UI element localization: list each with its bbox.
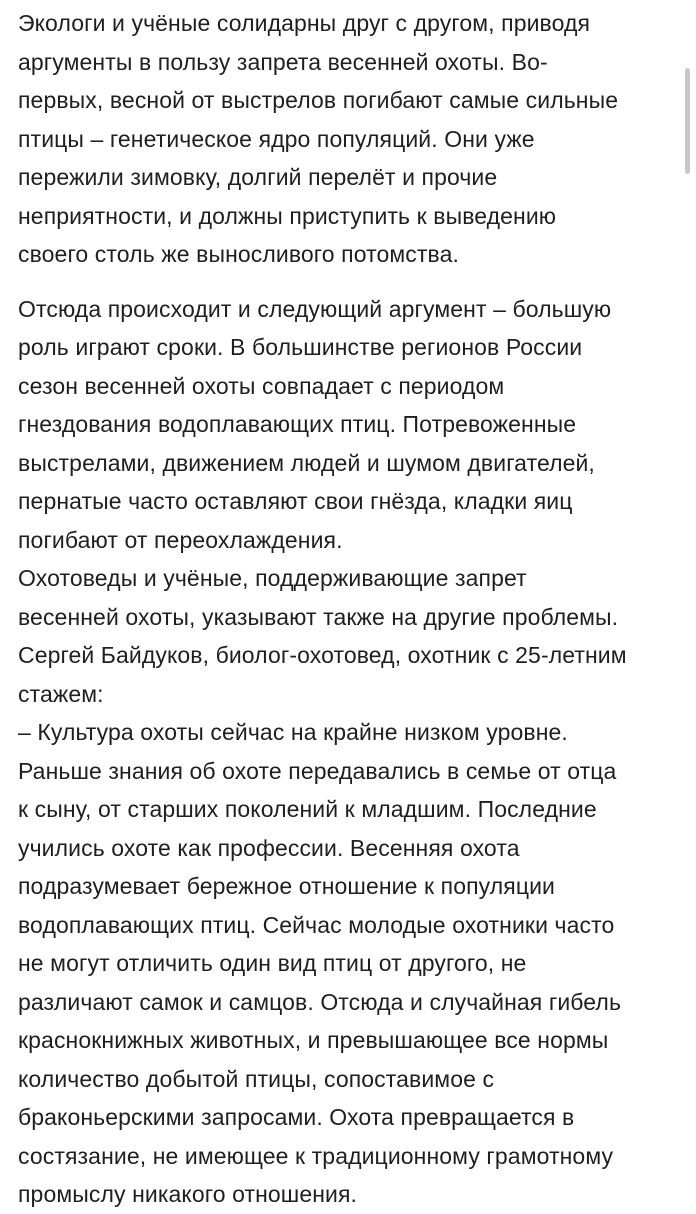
text-line: первых, весной от выстрелов погибают самые сильные (18, 87, 619, 113)
text-line: Сергей Байдуков, биолог-охотовед, охотник с 25-летним (18, 642, 627, 668)
text-line: гнездования водоплавающих птиц. Потревоженные (18, 411, 577, 437)
text-line: роль играют сроки. В большинстве регионов России (18, 334, 583, 360)
text-line: водоплавающих птиц. Сейчас молодые охотники часто (18, 911, 615, 938)
text-line: аргументы в пользу запрета весенней охоты. Во- (18, 48, 548, 75)
text-line: подразумевает бережное отношение к популяции (18, 873, 555, 899)
text-line: – Культура охоты сейчас на крайне низком уровне. (18, 719, 568, 745)
text-line: Раньше знания об охоте передавались в семье от отца (18, 757, 617, 784)
text-line: количество добытой птицы, сопоставимое с (18, 1065, 495, 1092)
text-line: промыслу никакого отношения. (18, 1181, 358, 1207)
paragraph-spacing (18, 274, 670, 290)
text-line: выстрелами, движением людей и шумом двигателей, (18, 449, 595, 476)
text-line: не могут отличить один вид птиц от другого, не (18, 950, 527, 976)
text-line: сезон весенней охоты совпадает с периодом (18, 372, 505, 399)
text-line: неприятности, и должны приступить к выведению (18, 202, 557, 229)
text-line: краснокнижных животных, и превышающее все нормы (18, 1027, 609, 1053)
article-text (18, 4, 670, 1214)
text-line: различают самок и самцов. Отсюда и случайная гибель (18, 988, 622, 1015)
paragraph-1 (18, 4, 670, 274)
text-line: к сыну, от старших поколений к младшим. Последние (18, 796, 597, 822)
paragraph-2 (18, 290, 670, 1214)
text-line: погибают от переохлаждения. (18, 526, 343, 553)
text-line: учились охоте как профессии. Весенняя охота (18, 834, 520, 861)
text-line: весенней охоты, указывают также на другие проблемы. (18, 603, 619, 630)
text-line: Экологи и учёные солидарны друг с другом, приводя (18, 10, 591, 36)
text-line: пернатые часто оставляют свои гнёзда, кладки яиц (18, 488, 573, 514)
text-line: браконьерскими запросами. Охота превращается в (18, 1104, 575, 1130)
text-line: стажем: (18, 680, 104, 707)
vertical-scrollbar[interactable] (685, 68, 690, 174)
text-line: состязание, не имеющее к традиционному грамотному (18, 1142, 614, 1169)
text-line: Отсюда происходит и следующий аргумент – большую (18, 295, 612, 322)
text-line: Охотоведы и учёные, поддерживающие запрет (18, 565, 527, 591)
text-line: своего столь же выносливого потомства. (18, 241, 459, 267)
text-line: птицы – генетическое ядро популяций. Они уже (18, 125, 535, 152)
text-line: пережили зимовку, долгий перелёт и прочие (18, 164, 498, 190)
